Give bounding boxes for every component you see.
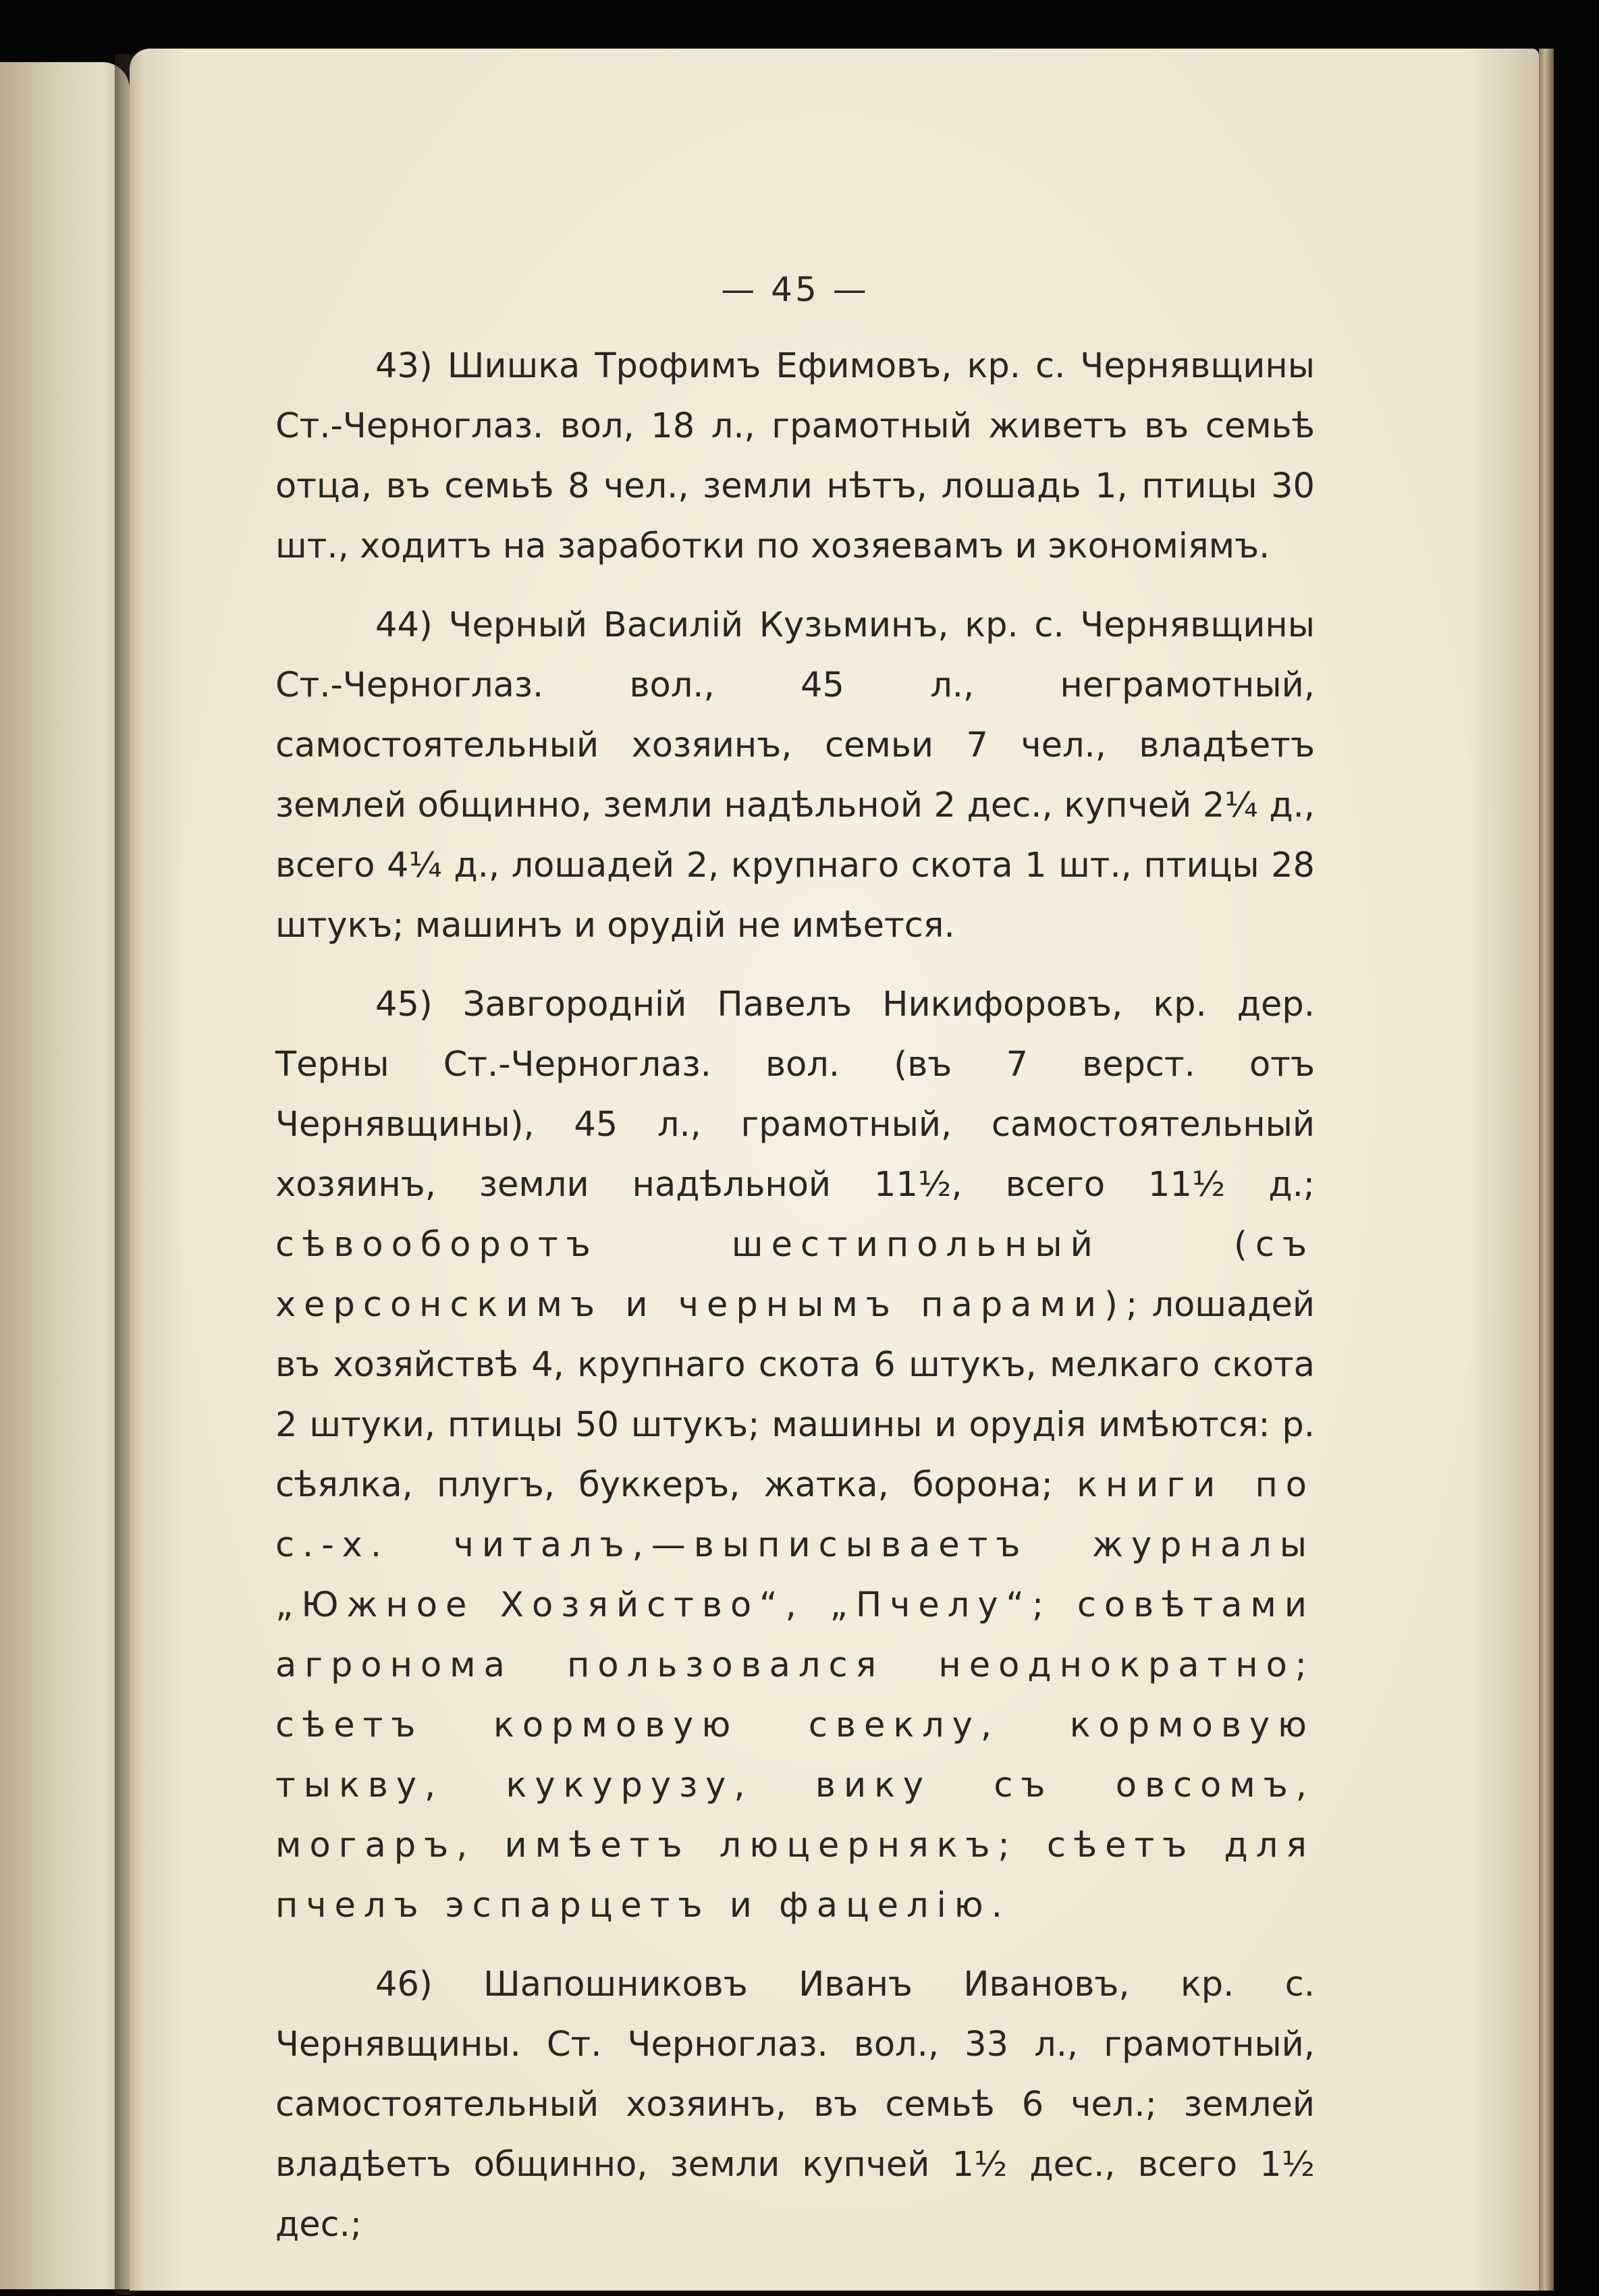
entry-45-spaced-b: книги по с.-х. читалъ,—выписываетъ журналы „Южное Хозяйство“, „Пчелу“; совѣтами агронома пользовался неоднократно; сѣетъ кормовую свеклу, кормовую тыкву, кукурузу, вику съ овсомъ, могаръ, имѣетъ люцернякъ; сѣетъ для пчелъ эспарцетъ и фацелію.	[275, 1465, 1315, 1925]
entry-43: 43) Шишка Трофимъ Ефимовъ, кр. с. Чернявщины Ст.-Черноглаз. вол, 18 л., грамотный живетъ въ семьѣ отца, въ семьѣ 8 чел., земли нѣтъ, лошадь 1, птицы 30 шт., ходитъ на заработки по хозяевамъ и экономіямъ.	[275, 346, 1315, 566]
entry-46: 46) Шапошниковъ Иванъ Ивановъ, кр. с. Чернявщины. Ст. Черноглаз. вол., 33 л., грамотный, самостоятельный хозяинъ, въ семьѣ 6 чел.; землей владѣетъ общинно, земли купчей 1½ дес., всего 1½ дес.;	[275, 1965, 1315, 2245]
entry-45-text-b: ; лошадей въ хозяйствѣ 4, крупнаго скота 6 штукъ, мелкаго скота 2 штуки, птицы 50 штукъ; машины и орудія имѣются: р. сѣялка, плугъ, буккеръ, жатка, борона;	[275, 1285, 1315, 1505]
entry-44: 44) Черный Василій Кузьминъ, кр. с. Чернявщины Ст.-Черноглаз. вол., 45 л., неграмотный, самостоятельный хозяинъ, семьи 7 чел., владѣетъ землей общинно, земли надѣльной 2 дес., купчей 2¼ д., всего 4¼ д., лошадей 2, крупнаго скота 1 шт., птицы 28 штукъ; машинъ и орудій не имѣется.	[275, 605, 1315, 946]
page-content	[275, 270, 1315, 2274]
page-stack-edge	[1539, 49, 1554, 2291]
page-number: — 45 —	[721, 270, 869, 309]
previous-page-edge	[0, 62, 130, 2289]
book-gutter-shadow	[115, 54, 142, 2295]
entry-45-spaced-a: сѣвооборотъ шестипольный (съ херсонскимъ и чернымъ парами)	[275, 1225, 1315, 1325]
entry-45	[275, 975, 1315, 1936]
entry-45-text-a: 45) Завгородній Павелъ Никифоровъ, кр. дер. Терны Ст.-Черноглаз. вол. (въ 7 верст. отъ Чернявщины), 45 л., грамотный, самостоятельный хозяинъ, земли надѣльной 11½, всего 11½ д.;	[275, 985, 1315, 1205]
